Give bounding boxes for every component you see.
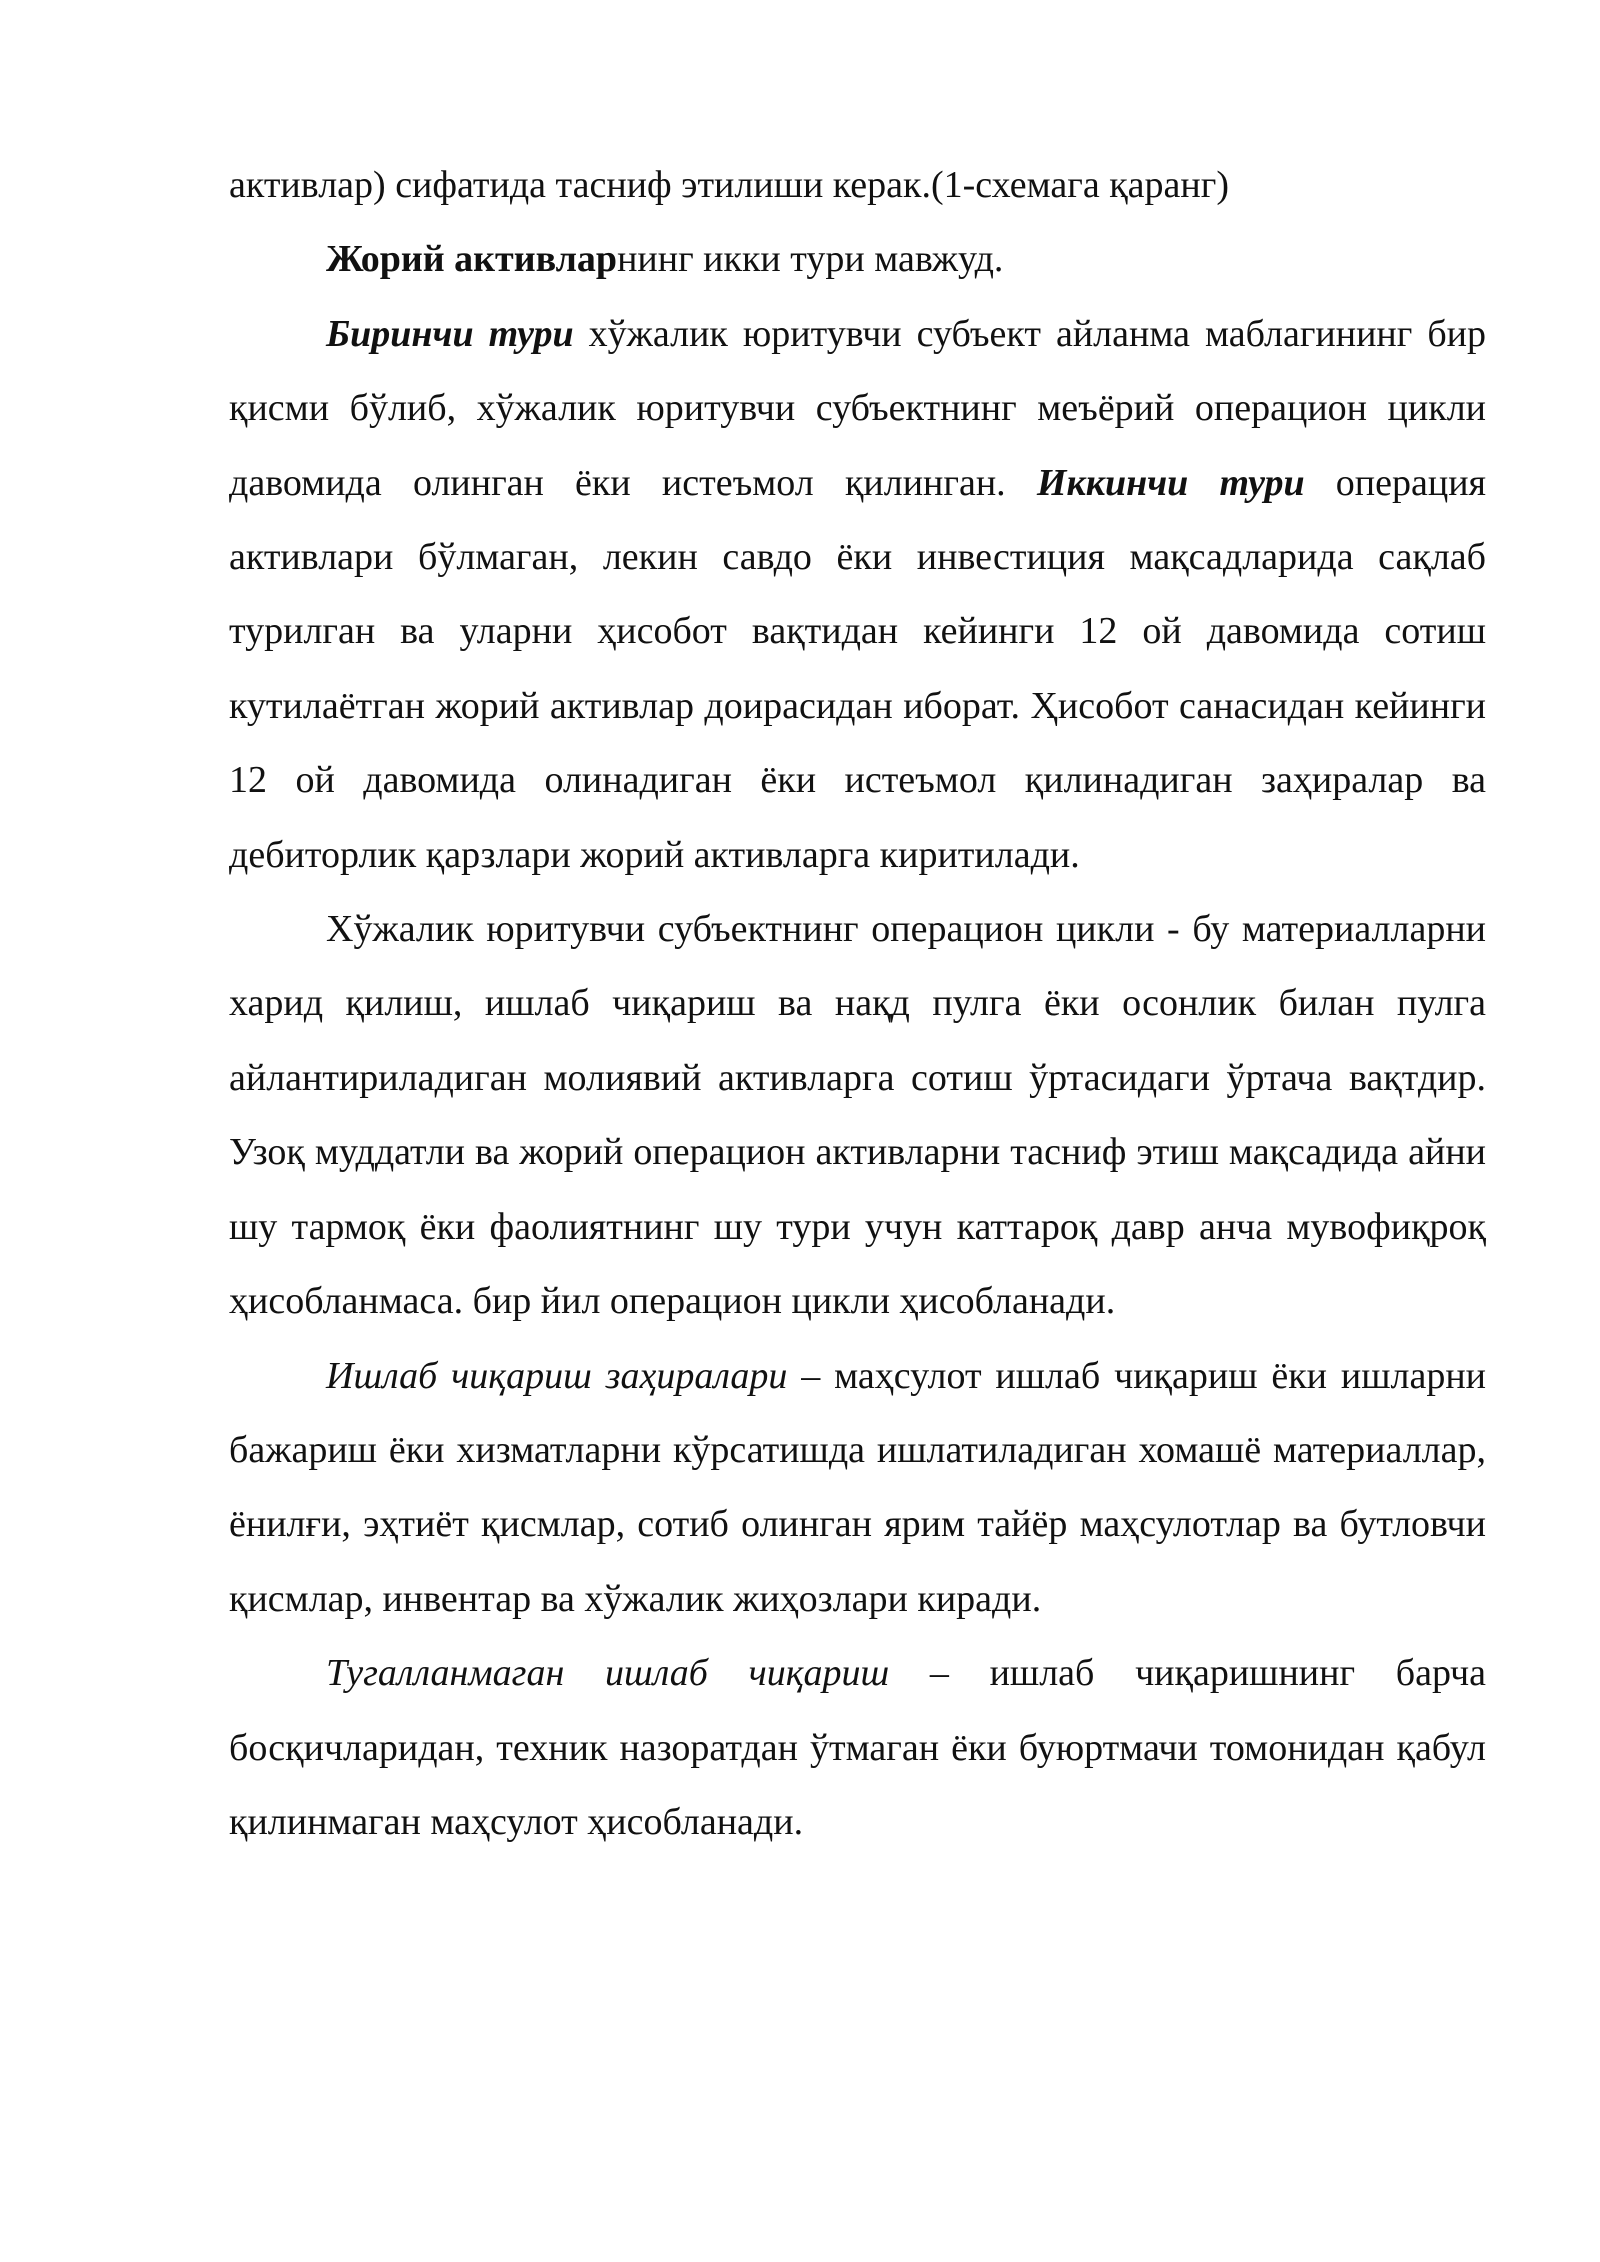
term-production-inventories: Ишлаб чиқариш заҳиралари — [326, 1354, 788, 1397]
paragraph-text: нинг икки тури мавжуд. — [617, 238, 1004, 281]
paragraph-text: – маҳсулот ишлаб чиқариш ёки ишларни бажариш ёки хизматларни кўрсатишда ишлатиладиган хомашё материаллар, ёнилғи, эҳтиёт қисмлар, сотиб олинган ярим тайёр маҳсулотлар ва бутловчи қисмлар, инвентар ва хўжалик жиҳозлари киради. — [229, 1354, 1486, 1620]
term-second-type: Иккинчи тури — [1036, 461, 1305, 504]
document-body — [229, 148, 1486, 1859]
paragraph-operating-cycle — [229, 892, 1486, 1338]
term-current-assets: Жорий активлар — [326, 238, 618, 281]
paragraph-work-in-progress — [229, 1636, 1486, 1859]
paragraph-intro — [229, 148, 1486, 222]
term-work-in-progress: Тугалланмаган ишлаб чиқариш — [326, 1652, 890, 1695]
paragraph-production-inventories — [229, 1339, 1486, 1637]
term-first-type: Биринчи тури — [326, 312, 574, 355]
paragraph-text: Хўжалик юритувчи субъектнинг операцион цикли - бу материалларни харид қилиш, ишлаб чиқариш ва нақд пулга ёки осонлик билан пулга айлантириладиган молиявий активларга сотиш ўртасидаги ўртача вақтдир. Узоқ муддатли ва жорий операцион активларни тасниф этиш мақсадида айни шу тармоқ ёки фаолиятнинг шу тури учун каттароқ давр анча мувофиқроқ ҳисобланмаса. бир йил операцион цикли ҳисобланади. — [229, 908, 1486, 1323]
paragraph-text: активлар) сифатида тасниф этилиши керак.(1-схемага қаранг) — [229, 164, 1229, 206]
paragraph-text: хўжалик юритувчи субъект айланма маблагининг бир қисми бўлиб, хўжалик юритувчи субъектнинг меъёрий операцион цикли давомида олинган ёки истеъмол қилинган. — [229, 312, 1486, 504]
paragraph-current-assets — [229, 222, 1486, 296]
paragraph-asset-types — [229, 297, 1486, 892]
paragraph-text: – ишлаб чиқаришнинг барча босқичларидан, техник назоратдан ўтмаган ёки буюртмачи томонидан қабул қилинмаган маҳсулот ҳисобланади. — [229, 1652, 1486, 1843]
paragraph-text: операция активлари бўлмаган, лекин савдо ёки инвестиция мақсадларида сақлаб турилган ва уларни ҳисобот вақтидан кейинги 12 ой давомида сотиш кутилаётган жорий активлар доирасидан иборат. Ҳисобот санасидан кейинги 12 ой давомида олинадиган ёки истеъмол қилинадиган заҳиралар ва дебиторлик қарзлари жорий активларга киритилади. — [229, 461, 1487, 876]
